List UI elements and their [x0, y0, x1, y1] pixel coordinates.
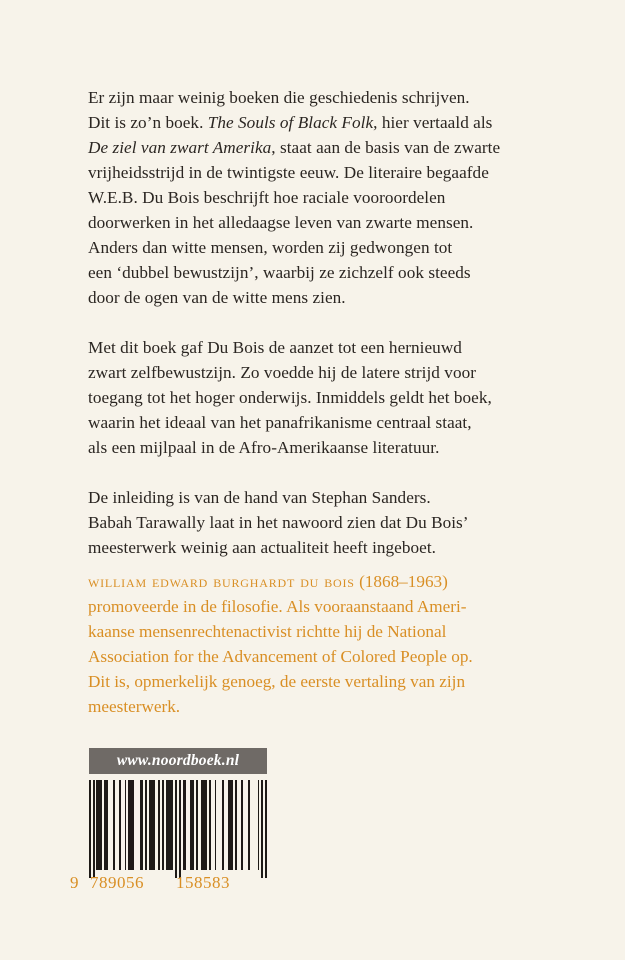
barcode-bar: [149, 780, 155, 870]
dutch-title: De ziel van zwart Amerika: [88, 138, 272, 157]
barcode-bar: [228, 780, 234, 870]
author-bio-line: promoveerde in de filosofie. Als vooraanstaand Ameri-: [88, 597, 467, 616]
blurb-line: W.E.B. Du Bois beschrijft hoe raciale vooroordelen: [88, 188, 446, 207]
blurb-paragraph-2: [88, 335, 558, 460]
publisher-url[interactable]: www.noordboek.nl: [89, 748, 267, 774]
blurb-line: Anders dan witte mensen, worden zij gedwongen tot: [88, 238, 453, 257]
barcode-bar: [140, 780, 144, 870]
barcode-bar: [89, 780, 91, 878]
blurb-line: als een mijlpaal in de Afro-Amerikaanse literatuur.: [88, 438, 440, 457]
blurb-line: zwart zelfbewustzijn. Zo voedde hij de latere strijd voor: [88, 363, 476, 382]
blurb-text: Dit is zo’n boek.: [88, 113, 208, 132]
barcode-bar: [222, 780, 224, 870]
blurb-line: Babah Tarawally laat in het nawoord zien dat Du Bois’: [88, 513, 469, 532]
barcode-bar: [258, 780, 260, 870]
blurb: [88, 85, 558, 585]
barcode-bar: [196, 780, 198, 870]
author-bio-line: Dit is, opmerkelijk genoeg, de eerste vertaling van zijn: [88, 672, 466, 691]
blurb-line: door de ogen van de witte mens zien.: [88, 288, 346, 307]
blurb-line: Er zijn maar weinig boeken die geschiedenis schrijven.: [88, 88, 470, 107]
barcode-bar: [190, 780, 194, 870]
author-years: (1868–1963): [354, 572, 448, 591]
barcode-bar: [166, 780, 173, 870]
blurb-text: , hier vertaald als: [373, 113, 493, 132]
author-name: william edward burghardt du bois: [88, 572, 355, 591]
barcode-bar: [215, 780, 217, 870]
barcode-bar: [201, 780, 207, 870]
blurb-line: waarin het ideaal van het panafrikanisme centraal staat,: [88, 413, 472, 432]
barcode-digit-group: 789056: [90, 873, 144, 892]
blurb-line: toegang tot het hoger onderwijs. Inmiddels geldt het boek,: [88, 388, 492, 407]
barcode-digits: [70, 873, 280, 893]
blurb-line: meesterwerk weinig aan actualiteit heeft ingeboet.: [88, 538, 437, 557]
barcode-bar: [209, 780, 211, 870]
barcode-bar: [119, 780, 121, 870]
blurb-line: [88, 110, 558, 135]
barcode-bar: [265, 780, 267, 878]
barcode: [89, 780, 267, 870]
blurb-line: doorwerken in het alledaagse leven van zwarte mensen.: [88, 213, 474, 232]
barcode-bar: [128, 780, 134, 870]
barcode-bar: [125, 780, 127, 870]
barcode-bar: [175, 780, 177, 878]
barcode-bar: [113, 780, 115, 870]
barcode-bar: [93, 780, 95, 878]
barcode-digit-group: 9: [70, 873, 79, 892]
blurb-line: Met dit boek gaf Du Bois de aanzet tot een hernieuwd: [88, 338, 462, 357]
barcode-bar: [104, 780, 108, 870]
barcode-bar: [241, 780, 243, 870]
barcode-bar: [179, 780, 181, 878]
barcode-bar: [162, 780, 164, 870]
author-bio-line: meesterwerk.: [88, 697, 181, 716]
barcode-digit-group: 158583: [176, 873, 230, 892]
barcode-bar: [248, 780, 250, 870]
barcode-bar: [183, 780, 187, 870]
blurb-text: , staat aan de basis van de zwarte: [271, 138, 501, 157]
author-bio: [88, 569, 568, 719]
author-bio-line: Association for the Advancement of Colored People op.: [88, 647, 473, 666]
blurb-line: vrijheidsstrijd in de twintigste eeuw. De literaire begaafde: [88, 163, 489, 182]
original-title: The Souls of Black Folk: [207, 113, 374, 132]
barcode-bar: [145, 780, 147, 870]
author-bio-line: kaanse mensenrechtenactivist richtte hij de National: [88, 622, 447, 641]
barcode-bar: [261, 780, 263, 878]
barcode-bar: [235, 780, 237, 870]
blurb-paragraph-1: [88, 85, 558, 310]
author-bio-line: [88, 569, 568, 594]
barcode-bar: [96, 780, 102, 870]
blurb-line: een ‘dubbel bewustzijn’, waarbij ze zichzelf ook steeds: [88, 263, 471, 282]
blurb-paragraph-3: [88, 485, 558, 560]
blurb-line: De inleiding is van de hand van Stephan Sanders.: [88, 488, 431, 507]
barcode-bar: [158, 780, 160, 870]
blurb-line: [88, 135, 558, 160]
